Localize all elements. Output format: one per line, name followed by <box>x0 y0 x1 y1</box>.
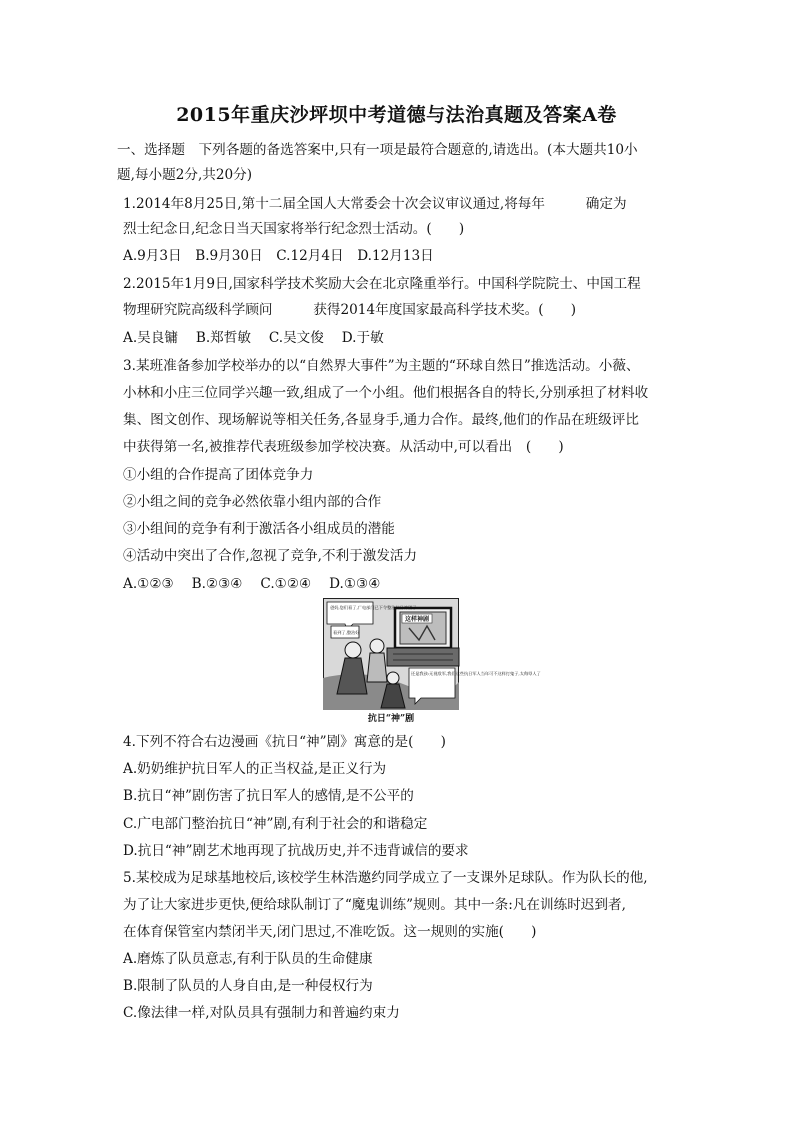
tv-screen-text: 这样神剧 <box>404 616 430 623</box>
question-1-options: A.9月3日 B.9月30日 C.12月4日 D.12月13日 <box>123 248 434 264</box>
question-2-stem: 2.2015年1月9日,国家科学技术奖励大会在北京隆重举行。中国科学院院士、中国工程 <box>123 276 641 292</box>
cartoon-illustration <box>323 598 541 710</box>
question-1-stem: 烈士纪念日,纪念日当天国家将举行纪念烈士活动。( ) <box>123 221 465 237</box>
speech-bubble-bottom: 还是我孩:无视敌军,我们这些抗日军人当年可不这样打鬼子,太侮辱人了 <box>411 671 541 676</box>
question-3-stem: 中获得第一名,被推荐代表班级参加学校决赛。从活动中,可以看出 ( ) <box>123 439 564 455</box>
question-3-stem: 3.某班准备参加学校举办的以“自然界大事件”为主题的“环球自然日”推选活动。小薇、 <box>123 358 640 374</box>
question-5-option: B.限制了队员的人身自由,是一种侵权行为 <box>123 978 373 994</box>
speech-bubble-small: 看到了,整治好 <box>333 630 360 635</box>
cartoon-caption: 抗日“神”剧 <box>367 714 415 724</box>
question-3-statement: ②小组之间的竞争必然依靠小组内部的合作 <box>123 494 382 510</box>
question-4-option: C.广电部门整治抗日“神”剧,有利于社会的和谐稳定 <box>123 816 428 832</box>
page-title: 2015年重庆沙坪坝中考道德与法治真题及答案A卷 <box>176 104 617 126</box>
question-2-stem: 物理研究院高级科学顾问 获得2014年度国家最高科学技术奖。( ) <box>123 302 577 318</box>
question-4-option: B.抗日“神”剧伤害了抗日军人的感情,是不公平的 <box>123 788 414 804</box>
question-3-stem: 集、图文创作、现场解说等相关任务,各显身手,通力合作。最终,他们的作品在班级评比 <box>123 412 639 428</box>
question-5-stem: 为了让大家进步更快,便给球队制订了“魔鬼训练”规则。其中一条:凡在训练时迟到者, <box>123 897 626 913</box>
question-5-option: A.磨炼了队员意志,有利于队员的生命健康 <box>123 951 373 967</box>
question-4-stem: 4.下列不符合右边漫画《抗日“神”剧》寓意的是( ) <box>123 734 446 750</box>
question-3-stem: 小林和小庄三位同学兴趣一致,组成了一个小组。他们根据各自的特长,分别承担了材料收 <box>123 385 649 401</box>
question-3-statement: ③小组间的竞争有利于激活各小组成员的潜能 <box>123 521 395 537</box>
question-5-option: C.像法律一样,对队员具有强制力和普遍约束力 <box>123 1005 400 1021</box>
question-4-option: D.抗日“神”剧艺术地再现了抗战历史,并不违背诚信的要求 <box>123 843 469 859</box>
question-4-option: A.奶奶维护抗日军人的正当权益,是正义行为 <box>123 761 387 777</box>
question-5-stem: 5.某校成为足球基地校后,该校学生林浩邀约同学成立了一支课外足球队。作为队长的他, <box>123 870 648 886</box>
speech-bubble-top: 爸妈,您们看了,广电部门已下令整治抗日神剧了 <box>330 605 417 610</box>
question-3-statement: ①小组的合作提高了团体竞争力 <box>123 467 314 483</box>
question-3-statement: ④活动中突出了合作,忽视了竞争,不利于激发活力 <box>123 548 418 564</box>
section-instruction-line: 题,每小题2分,共20分) <box>117 167 253 183</box>
section-instruction-line: 一、选择题 下列各题的备选答案中,只有一项是最符合题意的,请选出。(本大题共10小 <box>117 142 638 158</box>
question-2-options: A.吴良镛 B.郑哲敏 C.吴文俊 D.于敏 <box>123 330 384 346</box>
question-1-stem: 1.2014年8月25日,第十二届全国人大常委会十次会议审议通过,将每年 确定为 <box>123 196 627 212</box>
question-3-options: A.①②③ B.②③④ C.①②④ D.①③④ <box>123 576 381 592</box>
question-5-stem: 在体育保管室内禁闭半天,闭门思过,不准吃饭。这一规则的实施( ) <box>123 924 537 940</box>
